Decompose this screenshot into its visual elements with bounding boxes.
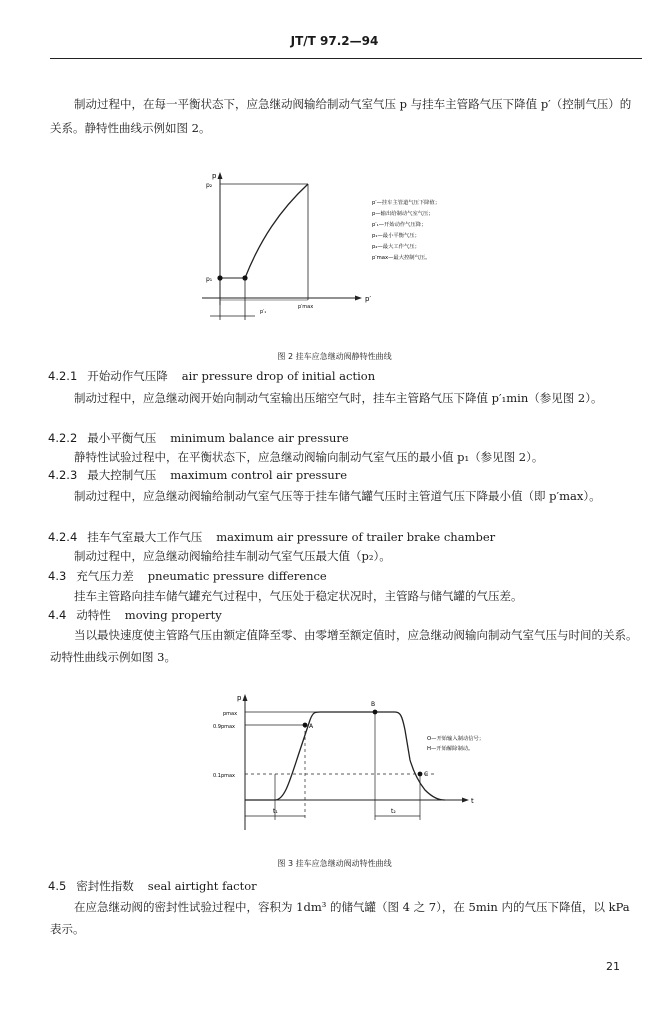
- section-title: 挂车气室最大工作气压: [87, 530, 203, 544]
- section-title: 开始动作气压降: [87, 369, 168, 383]
- section-title: 最小平衡气压: [87, 431, 157, 445]
- fig3-legend: [427, 734, 484, 752]
- header-rule: [50, 58, 642, 59]
- fig2-legend-1: p—输出给制动气室气压；: [372, 211, 434, 217]
- section-number: 4.5: [48, 879, 67, 893]
- fig3-label-01: 0.1pmax: [213, 773, 236, 779]
- page-number: 21: [606, 960, 620, 973]
- fig3-label-09: 0.9pmax: [213, 724, 236, 730]
- fig3-label-t2: t₂: [391, 808, 396, 815]
- section-title-en: pneumatic pressure difference: [147, 569, 327, 583]
- section-title: 充气压力差: [76, 569, 134, 583]
- section-title: 密封性指数: [76, 879, 134, 893]
- section-number: 4.2.4: [48, 530, 78, 544]
- fig3-label-B: B: [371, 701, 376, 708]
- page-header-code: JT/T 97.2—94: [290, 34, 379, 48]
- fig2-label-xmax: p′max: [298, 304, 314, 310]
- fig2-legend-4: p₂—最大工作气压；: [372, 244, 420, 250]
- section-number: 4.4: [48, 608, 67, 622]
- fig2-label-p1: p₁: [206, 276, 213, 283]
- body-4-2-2: 静特性试验过程中，在平衡状态下，应急继动阀输向制动气室气压的最小值 p₁（参见图 2）。: [74, 450, 544, 464]
- figure-3-caption: 图 3 挂车应急继动阀动特性曲线: [277, 859, 392, 868]
- body-4-4: 当以最快速度使主管路气压由额定值降至零、由零增至额定值时，应急继动阀输向制动气室气压与时间的关系。动特性曲线示例如图 3。: [50, 628, 638, 664]
- fig3-label-A: A: [309, 723, 314, 730]
- fig2-legend: [372, 198, 440, 261]
- fig3-label-pmax: pmax: [223, 711, 238, 717]
- body-4-3: 挂车主管路向挂车储气罐充气过程中，气压处于稳定状况时，主管路与储气罐的气压差。: [74, 589, 523, 603]
- heading-4-5: [48, 876, 257, 896]
- figure-3-dynamic-curve: [205, 690, 505, 840]
- fig3-legend-1: H—开始解除制动。: [427, 746, 474, 752]
- heading-4-2-4: [48, 527, 495, 547]
- section-title: 动特性: [76, 608, 111, 622]
- fig3-axis-y: p: [237, 694, 242, 702]
- fig2-label-x1: p′₁: [260, 309, 267, 315]
- fig2-axis-x: p′: [365, 295, 372, 303]
- figure-2-static-curve: [190, 170, 480, 330]
- fig2-legend-5: p′max—最大控制气压。: [372, 255, 431, 261]
- fig2-axis-y: p: [212, 172, 217, 180]
- section-title-en: maximum control air pressure: [170, 468, 348, 482]
- section-number: 4.3: [48, 569, 67, 583]
- body-4-2-4: 制动过程中，应急继动阀输给挂车制动气室气压最大值（p₂）。: [74, 549, 391, 563]
- section-number: 4.2.3: [48, 468, 78, 482]
- fig3-label-C: C: [424, 771, 429, 778]
- fig2-legend-3: p₁—最小平衡气压；: [372, 233, 420, 239]
- fig3-axis-x: t: [471, 797, 474, 805]
- figure-2-caption: 图 2 挂车应急继动阀静特性曲线: [277, 352, 392, 361]
- section-title-en: air pressure drop of initial action: [181, 369, 376, 383]
- section-title-en: minimum balance air pressure: [170, 431, 349, 445]
- fig3-label-t1: t₁: [273, 808, 278, 815]
- section-title-en: seal airtight factor: [147, 879, 257, 893]
- heading-4-2-3: [48, 465, 347, 485]
- section-number: 4.2.1: [48, 369, 78, 383]
- body-4-2-3: 制动过程中，应急继动阀输给制动气室气压等于挂车储气罐气压时主管道气压下降最小值（即 p′max）。: [74, 489, 601, 503]
- section-title-en: maximum air pressure of trailer brake chamber: [216, 530, 496, 544]
- section-title-en: moving property: [124, 608, 222, 622]
- section-number: 4.2.2: [48, 431, 78, 445]
- heading-4-4: [48, 605, 222, 625]
- heading-4-2-2: [48, 428, 349, 448]
- section-title: 最大控制气压: [87, 468, 157, 482]
- body-4-2-1: 制动过程中，应急继动阀开始向制动气室输出压缩空气时，挂车主管路气压下降值 p′₁min（参见图 2）。: [74, 391, 603, 405]
- heading-4-3: [48, 566, 327, 586]
- fig2-legend-2: p′₁—开始动作气压降；: [372, 222, 427, 228]
- body-4-5: 在应急继动阀的密封性试验过程中，容积为 1dm³ 的储气罐（图 4 之 7），在 5min 内的气压下降值，以 kPa 表示。: [50, 900, 630, 936]
- heading-4-2-1: [48, 366, 375, 386]
- fig3-legend-0: O—开始输入制动信号；: [427, 736, 485, 742]
- fig2-label-p2: p₂: [206, 182, 213, 189]
- intro-paragraph: 制动过程中，在每一平衡状态下，应急继动阀输给制动气室气压 p 与挂车主管路气压下降值 p′（控制气压）的关系。静特性曲线示例如图 2。: [50, 97, 632, 135]
- fig2-legend-0: p′—挂车主管道气压下降值；: [372, 200, 441, 206]
